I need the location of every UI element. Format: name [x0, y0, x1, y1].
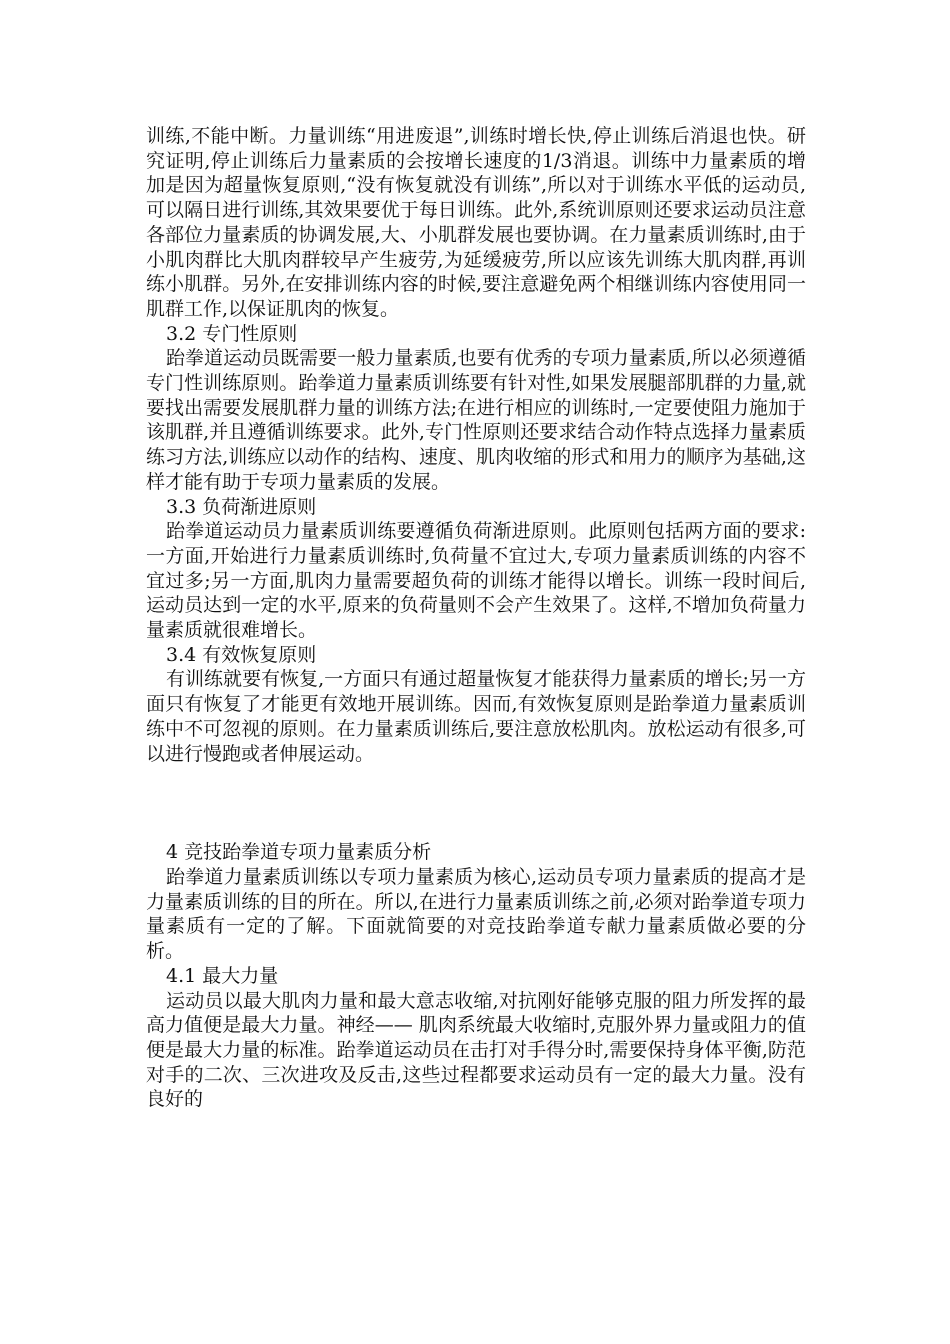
body-text	[146, 124, 806, 1112]
paragraph-intro: 训练,不能中断。力量训练“用进废退”,训练时增长快,停止训练后消退也快。研究证明,停止训练后力量素质的会按增长速度的1/3消退。训练中力量素质的增加是因为超量恢复原则,“没有恢复就没有训练”,所以对于训练水平低的运动员,可以隔日进行训练,其效果要优于每日训练。此外,系统训原则还要求运动员注意各部位力量素质的协调发展,大、小肌群发展也要协调。在力量素质训练时,由于小肌肉群比大肌肉群较早产生疲劳,为延缓疲劳,所以应该先训练大肌肉群,再训练小肌群。另外,在安排训练内容的时候,要注意避免两个相继训练内容使用同一肌群工作,以保证肌肉的恢复。	[146, 125, 806, 320]
section-heading-3-3: 3.3 负荷渐进原则	[166, 495, 317, 518]
paragraph-4: 跆拳道力量素质训练以专项力量素质为核心,运动员专项力量素质的提高才是力量素质训练的目的所在。所以,在进行力量素质训练之前,必须对跆拳道专项力量素质有一定的了解。下面就简要的对竞技跆拳道专献力量素质做必要的分析。	[146, 865, 806, 963]
section-heading-4: 4 竞技跆拳道专项力量素质分析	[166, 841, 432, 864]
section-heading-4-1: 4.1 最大力量	[166, 964, 279, 987]
paragraph-3-3: 跆拳道运动员力量素质训练要遵循负荷渐进原则。此原则包括两方面的要求:一方面,开始进行力量素质训练时,负荷量不宜过大,专项力量素质训练的内容不宜过多;另一方面,肌肉力量需要超负荷的训练才能得以增长。训练一段时间后,运动员达到一定的水平,原来的负荷量则不会产生效果了。这样,不增加负荷量力量素质就很难增长。	[146, 520, 806, 642]
paragraph-3-2: 跆拳道运动员既需要一般力量素质,也要有优秀的专项力量素质,所以必须遵循专门性训练原则。跆拳道力量素质训练要有针对性,如果发展腿部肌群的力量,就要找出需要发展肌群力量的训练方法;在进行相应的训练时,一定要使阻力施加于该肌群,并且遵循训练要求。此外,专门性原则还要求结合动作特点选择力量素质练习方法,训练应以动作的结构、速度、肌肉收缩的形式和用力的顺序为基础,这样才能有助于专项力量素质的发展。	[146, 347, 806, 493]
paragraph-4-1: 运动员以最大肌肉力量和最大意志收缩,对抗刚好能够克服的阻力所发挥的最高力值便是最大力量。神经—— 肌肉系统最大收缩时,克服外界力量或阻力的值便是最大力量的标准。跆拳道运动员在击打对手得分时,需要保持身体平衡,防范对手的二次、三次进攻及反击,这些过程都要求运动员有一定的最大力量。没有良好的	[146, 989, 806, 1111]
section-heading-3-4: 3.4 有效恢复原则	[166, 643, 317, 666]
section-heading-3-2: 3.2 专门性原则	[166, 322, 298, 345]
section-spacer	[146, 766, 806, 840]
paragraph-3-4: 有训练就要有恢复,一方面只有通过超量恢复才能获得力量素质的增长;另一方面只有恢复了才能更有效地开展训练。因而,有效恢复原则是跆拳道力量素质训练中不可忽视的原则。在力量素质训练后,要注意放松肌肉。放松运动有很多,可以进行慢跑或者伸展运动。	[146, 668, 806, 765]
